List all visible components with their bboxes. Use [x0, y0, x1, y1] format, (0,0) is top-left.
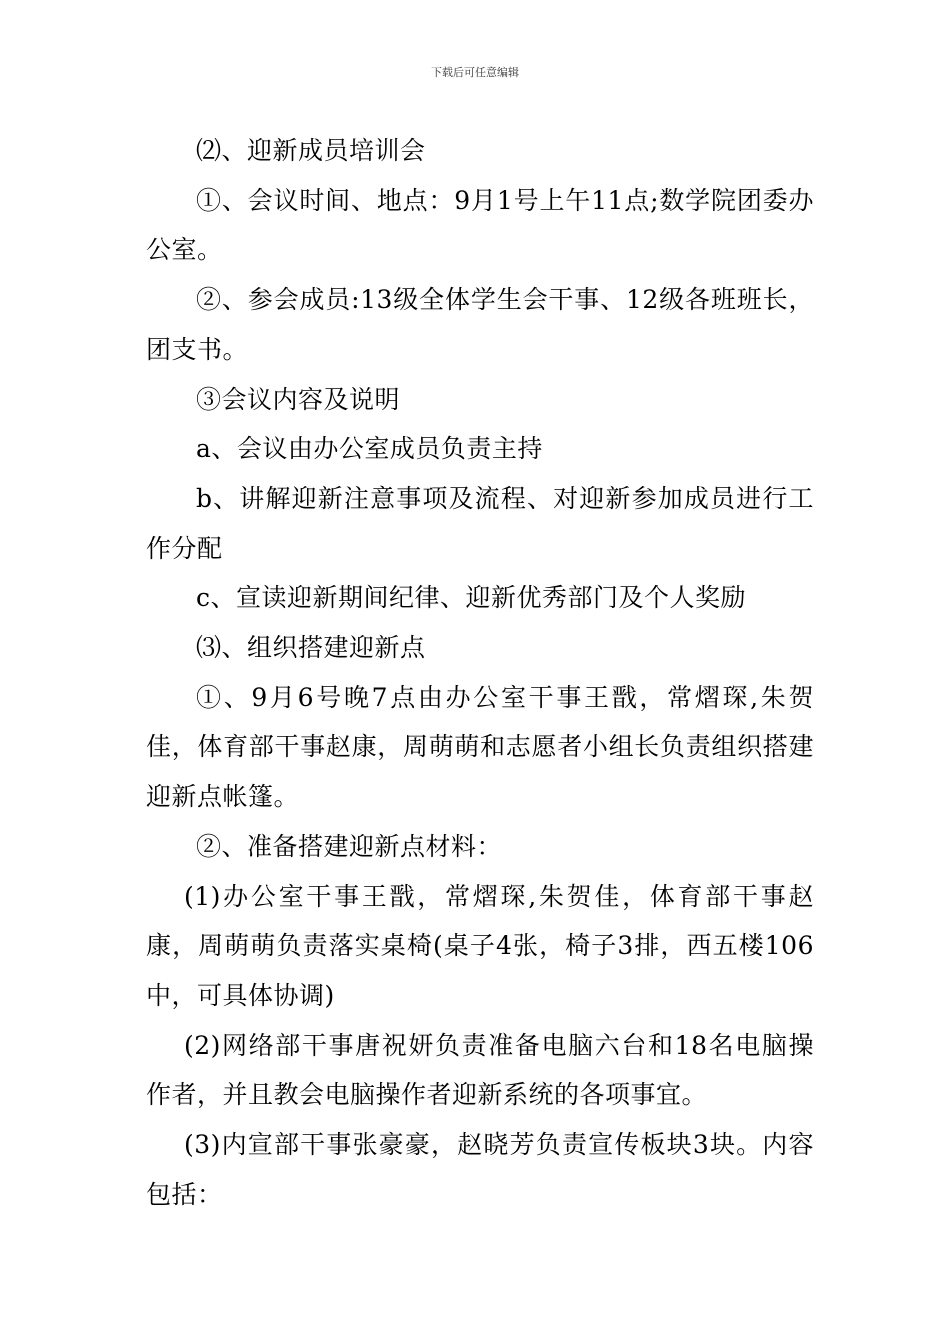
- list-item-2: (2)网络部干事唐祝妍负责准备电脑六台和18名电脑操作者，并且教会电脑操作者迎新系统的各项事宜。: [146, 1030, 814, 1110]
- list-item-3: (3)内宣部干事张豪豪，赵晓芳负责宣传板块3块。内容包括：: [146, 1130, 814, 1209]
- list-item-a: a、会议由办公室成员负责主持: [196, 434, 543, 464]
- page-header-note: 下载后可任意编辑: [431, 66, 519, 79]
- section-heading-training: ⑵、迎新成员培训会: [196, 136, 426, 165]
- list-item-b: b、讲解迎新注意事项及流程、对迎新参加成员进行工作分配: [146, 483, 814, 563]
- document-body: [146, 126, 814, 1219]
- paragraph-setup-materials: ②、准备搭建迎新点材料：: [196, 831, 503, 861]
- section-heading-setup: ⑶、组织搭建迎新点: [196, 633, 426, 663]
- paragraph-setup-tents: ①、9月6号晚7点由办公室干事王戬，常熠琛,朱贺佳，体育部干事赵康，周萌萌和志愿者小组长负责组织搭建迎新点帐篷。: [146, 682, 814, 812]
- paragraph-meeting-time: ①、会议时间、地点：9月1号上午11点;数学院团委办公室。: [146, 185, 814, 265]
- paragraph-meeting-content: ③会议内容及说明: [196, 384, 401, 414]
- list-item-c: c、宣读迎新期间纪律、迎新优秀部门及个人奖励: [196, 583, 747, 613]
- list-item-1: (1)办公室干事王戬，常熠琛,朱贺佳，体育部干事赵康，周萌萌负责落实桌椅(桌子4张，椅子3排，西五楼106中，可具体协调): [146, 881, 814, 1010]
- paragraph-attendees: ②、参会成员:13级全体学生会干事、12级各班班长，团支书。: [146, 285, 814, 364]
